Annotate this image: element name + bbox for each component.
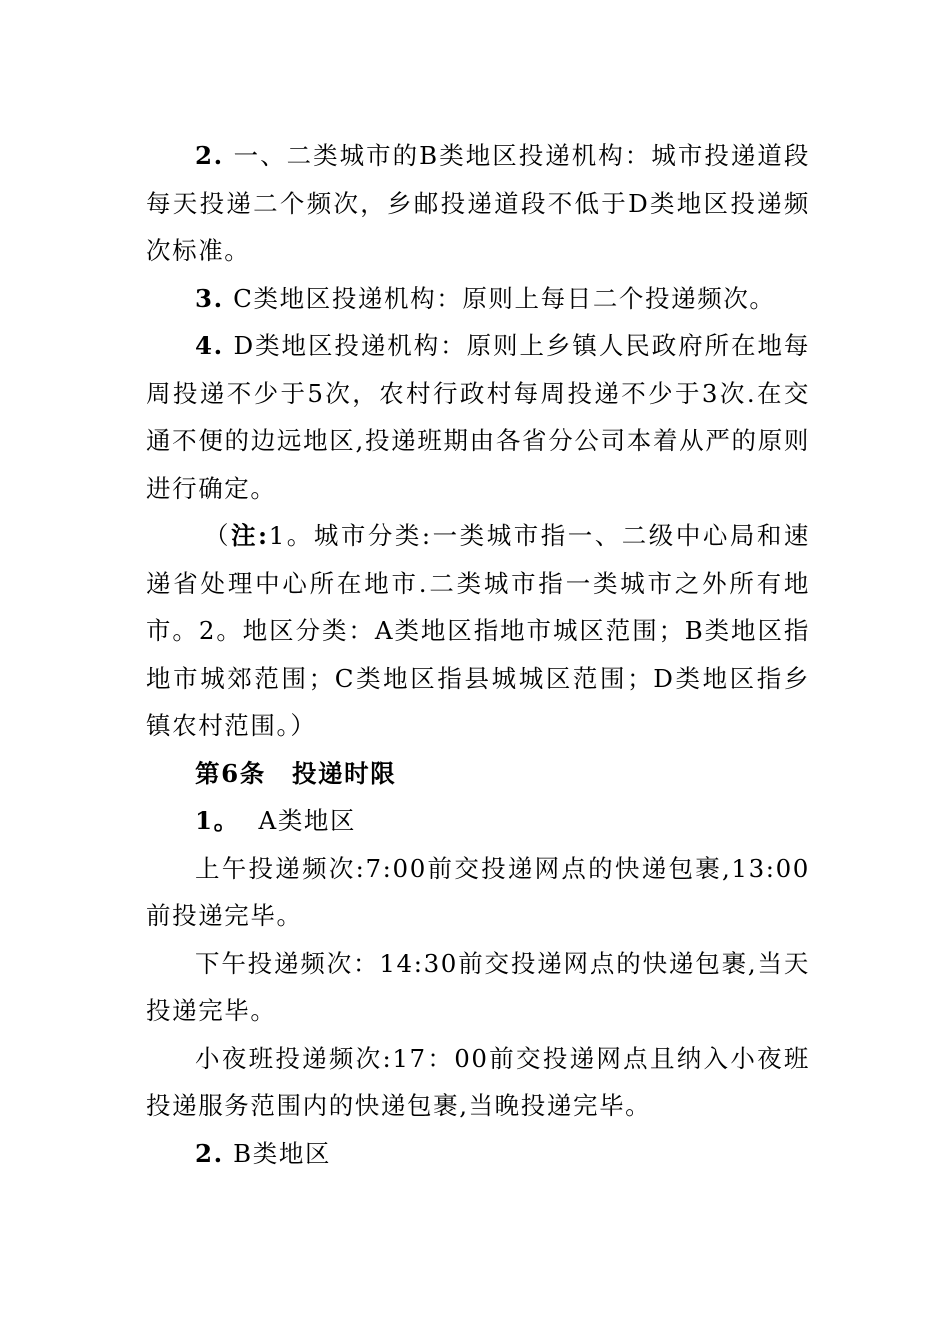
item-number: 3. [195, 283, 224, 313]
section-title: A类地区 [239, 806, 357, 835]
paragraph-text: 一、二类城市的B类地区投递机构：城市投递道段每天投递二个频次，乡邮投递道段不低于D类地区投递频次标准。 [146, 141, 810, 265]
note-label: 注: [231, 521, 269, 550]
afternoon-frequency: 下午投递频次：14:30前交投递网点的快递包裹,当天投递完毕。 [146, 948, 810, 1025]
morning-frequency: 上午投递频次:7:00前交投递网点的快递包裹,13:00前投递完毕。 [146, 853, 810, 930]
paragraph-b-area-frequency [146, 132, 810, 275]
section-a-area [146, 797, 810, 845]
night-frequency: 小夜班投递频次:17：00前交投递网点且纳入小夜班投递服务范围内的快递包裹,当晚投递完毕。 [146, 1043, 810, 1120]
article-6-heading: 第6条 投递时限 [195, 758, 397, 788]
paragraph-d-area-frequency [146, 322, 810, 512]
paragraph-text: D类地区投递机构：原则上乡镇人民政府所在地每周投递不少于5次，农村行政村每周投递不少于3次.在交通不便的边远地区,投递班期由各省分公司本着从严的原则进行确定。 [146, 331, 810, 503]
item-number: 2. [195, 141, 224, 170]
section-b-area [146, 1130, 810, 1178]
note-open-paren: （ [204, 521, 232, 550]
section-title: B类地区 [223, 1138, 332, 1168]
note-paragraph [146, 512, 810, 750]
paragraph-text: C类地区投递机构：原则上每日二个投递频次。 [223, 283, 776, 313]
item-number: 1。 [195, 806, 240, 835]
note-text: 1。城市分类:一类城市指一、二级中心局和速递省处理中心所在地市.二类城市指一类城市之外所有地市。2。地区分类：A类地区指地市城区范围；B类地区指地市城郊范围；C类地区指县城城区范围；D类地区指乡镇农村范围。） [146, 521, 810, 740]
document-page [146, 132, 810, 1177]
item-number: 4. [195, 331, 224, 360]
item-number: 2. [195, 1138, 224, 1168]
paragraph-c-area-frequency [146, 275, 810, 323]
